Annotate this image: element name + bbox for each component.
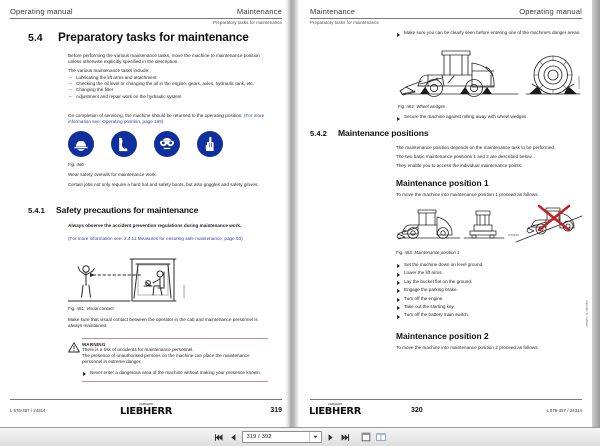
list-item: – Adjustment and repair work on the hydraulic system <box>68 94 268 100</box>
header-left-text: Operating manual <box>10 7 73 16</box>
safety-boots-sign <box>111 131 137 157</box>
fig-461-caption-text: Visual contact <box>86 306 114 311</box>
page-left-subheader: Preparatory tasks for maintenance <box>213 20 282 25</box>
page-right-running-head <box>310 7 582 19</box>
header-right-text: Operating manual <box>519 7 582 16</box>
page-indicator-value: 319 / 392 <box>246 434 272 440</box>
list-item: Make sure you can be clearly seen before entering one of the machine's danger areas. <box>396 30 582 36</box>
ppe-paragraph: Certain jobs not only require a hard hat and safety boots, but also goggles and safety gloves. <box>68 182 259 187</box>
fig-461-caption-number: Fig. 461: <box>68 306 86 311</box>
maintenance-tasks-list <box>68 75 268 100</box>
svg-text:LFR/10235: LFR/10235 <box>578 76 581 89</box>
list-item: – Changing the filter <box>68 87 268 93</box>
footer-page-number: 319 <box>270 406 282 414</box>
fig-462-caption-text: Wheel wedges <box>416 104 446 109</box>
two-page-view-button[interactable] <box>375 431 387 443</box>
tasks-lead: The various maintenance tasks include: <box>68 68 150 73</box>
maintenance-position-1-steps <box>396 261 586 320</box>
fig-461-illustration <box>68 256 228 306</box>
fig-460-caption: Fig. 460 <box>68 162 84 167</box>
page-right-subheader: Preparatory tasks for maintenance <box>310 20 379 25</box>
list-item: – Checking the oil level or changing the oil in the engine, gears, axles, hydraulic tank, etc. <box>68 81 268 87</box>
fig-462-illustration <box>398 45 584 103</box>
list-item: Never enter a dangerous area of the machine without making your presence known. <box>82 369 268 377</box>
page-left-footer <box>10 399 282 420</box>
page-left-running-head <box>10 7 282 19</box>
chevron-down-icon[interactable] <box>309 432 321 442</box>
list-item: Lay the bucket flat on the ground. <box>396 278 586 286</box>
header-left-text: Maintenance <box>310 7 356 16</box>
visual-contact-paragraph: Make sure that visual contact between the operator in the cab and maintenance personnel is always maintained. <box>68 317 258 329</box>
fig-463-illustration <box>396 202 586 250</box>
positions-paragraph-2: The two basic maintenance positions 1 and 2 are described below. <box>396 154 533 159</box>
warning-actions <box>82 369 268 377</box>
positions-paragraph-3: They enable you to access the individual maintenance points. <box>396 163 523 168</box>
previous-page-button[interactable] <box>228 432 239 443</box>
logo-wordmark: LIEBHERR <box>120 405 172 417</box>
observe-crossref[interactable]: (For more information see: 2.4.11 Measures for ensuring safe maintenance, page 93) <box>68 236 243 241</box>
list-item: Lower the lift arms. <box>396 269 586 277</box>
liebherr-logo <box>310 404 360 417</box>
footer-page-number: 320 <box>411 406 423 414</box>
warning-line-2: The presence of unauthorised persons on the machine can place the maintenance personnel in extreme danger. <box>82 353 250 365</box>
clearly-seen-action <box>396 30 582 36</box>
list-item: Engage the parking brake. <box>396 286 586 294</box>
warning-box <box>82 338 268 382</box>
maintenance-position-2-title: Maintenance position 2 <box>396 331 489 341</box>
overalls-paragraph: Wear safety overalls for maintenance work. <box>68 172 157 177</box>
fig-461-caption <box>68 306 114 311</box>
positions-paragraph-1: The maintenance position depends on the maintenance task to be performed. <box>396 145 556 150</box>
fig-463-caption <box>396 250 460 255</box>
page-number-field[interactable] <box>242 431 322 443</box>
subsection-number: 5.4.1 <box>28 206 45 215</box>
footer-document-code: L 576-457 / 24314 <box>10 407 46 413</box>
svg-text:LFR/10234: LFR/10234 <box>183 285 186 298</box>
page-right-footer <box>310 399 582 420</box>
page-left <box>0 0 292 428</box>
fig-463-caption-text: Maintenance position 1 <box>414 250 460 255</box>
maintenance-position-2-lead: To move the machine into maintenance position 2 proceed as follows. <box>396 345 539 350</box>
last-page-button[interactable] <box>339 432 350 443</box>
footer-document-code: L 576-457 / 24314 <box>546 407 582 413</box>
liebherr-logo <box>121 404 171 417</box>
safety-goggles-sign <box>154 131 180 157</box>
completion-text: On completion of servicing, the machine should be returned to the operating position. <box>68 113 243 118</box>
maintenance-position-1-lead: To move the machine into maintenance position 1 proceed as follows. <box>396 192 539 197</box>
hard-hat-sign <box>68 131 94 157</box>
subsection-title: Safety precautions for maintenance <box>56 205 199 215</box>
secure-machine-action <box>396 114 582 120</box>
logo-crown-text: LIEBHERR <box>327 402 343 406</box>
fig-463-caption-number: Fig. 463: <box>396 250 414 255</box>
list-item: – Lubricating the lift arms and attachment <box>68 75 268 81</box>
mandatory-safety-signs <box>68 131 223 157</box>
warning-triangle-icon <box>68 340 80 351</box>
list-item: Set the machine down on level ground. <box>396 261 586 269</box>
section-heading-5-4-2 <box>310 128 429 138</box>
page-right <box>300 0 592 428</box>
page-gutter <box>285 0 300 428</box>
subsection-number: 5.4.2 <box>310 129 327 138</box>
section-number: 5.4 <box>28 32 43 44</box>
list-item: Turn off the engine. <box>396 295 586 303</box>
subsection-title: Maintenance positions <box>338 128 429 138</box>
fig-462-caption <box>398 104 445 109</box>
completion-crossref[interactable]: (For more information see: Operating position, page 169) <box>68 113 265 125</box>
first-page-button[interactable] <box>214 432 225 443</box>
viewer-right-edge <box>592 0 600 428</box>
section-heading-5-4-1 <box>28 205 198 215</box>
safety-gloves-sign <box>197 131 223 157</box>
logo-crown-text: LIEBHERR <box>138 402 154 406</box>
intro-paragraph: Before performing the various maintenance tasks, move the machine to maintenance position unless otherwise explicitly specified in the description. <box>68 53 260 65</box>
section-title: Preparatory tasks for maintenance <box>58 30 249 44</box>
page-navigation-toolbar <box>0 427 600 446</box>
header-right-text: Maintenance <box>236 7 282 16</box>
next-page-button[interactable] <box>325 432 336 443</box>
completion-paragraph <box>68 113 268 125</box>
single-page-view-button[interactable] <box>360 431 372 443</box>
observe-regulations-paragraph: Always observe the accident prevention regulations during maintenance work. <box>68 223 242 228</box>
list-item: Take out the starting key. <box>396 303 586 311</box>
fig-462-caption-number: Fig. 462: <box>398 104 416 109</box>
section-heading-5-4 <box>28 30 249 44</box>
list-item: Turn off the battery main switch. <box>396 311 586 319</box>
warning-line-1: There is a risk of accidents for maintenance personnel. <box>82 347 194 352</box>
copyright-side-text: copyright by Liebherr <box>585 300 588 328</box>
maintenance-position-1-title: Maintenance position 1 <box>396 178 489 188</box>
list-item: Secure the machine against rolling away with wheel wedges. <box>396 114 582 120</box>
svg-text:LFR/9951: LFR/9951 <box>508 234 520 237</box>
warning-title: WARNING <box>82 342 106 347</box>
logo-wordmark: LIEBHERR <box>309 405 361 417</box>
